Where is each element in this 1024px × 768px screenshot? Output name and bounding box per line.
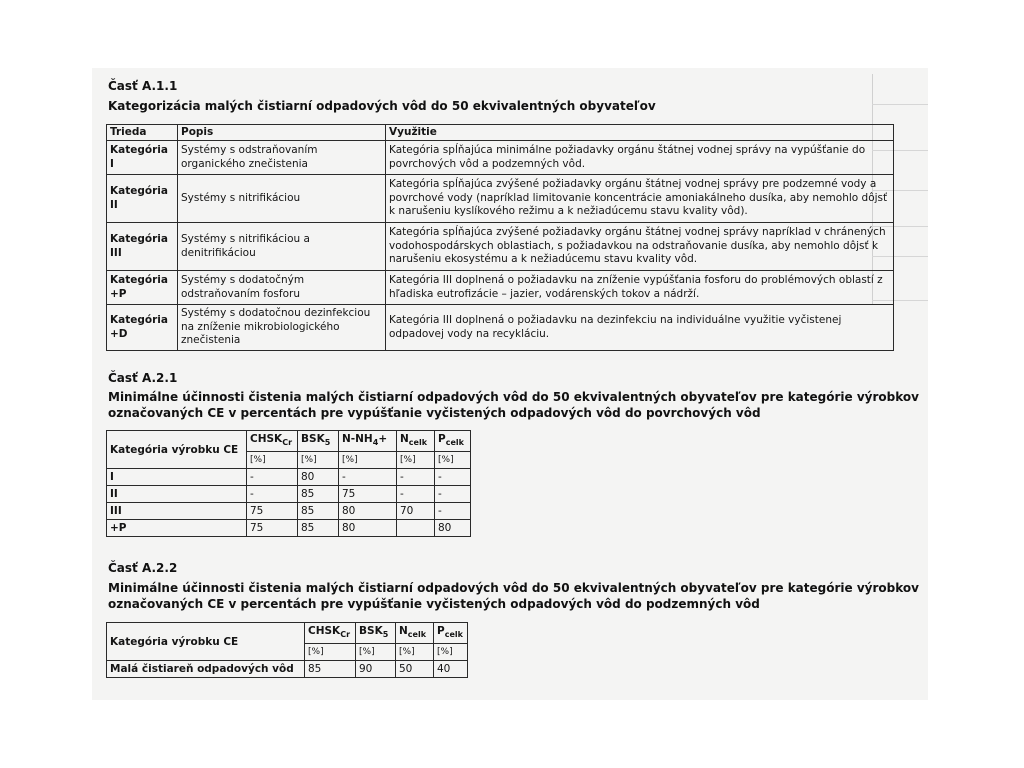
unit-cell: [%] <box>435 452 471 469</box>
class-cell: Kategória +D <box>107 305 178 351</box>
section-a11-heading: Časť A.1.1 <box>108 79 178 93</box>
unit-cell: [%] <box>396 644 434 661</box>
value-cell: 85 <box>298 520 339 537</box>
table-header-row <box>107 431 471 452</box>
value-cell: 80 <box>298 469 339 486</box>
value-cell: 85 <box>298 503 339 520</box>
description-cell: Systémy s dodatočným odstraňovaním fosforu <box>178 271 386 305</box>
table-row <box>107 305 894 351</box>
value-cell <box>397 520 435 537</box>
category-cell: III <box>107 503 247 520</box>
column-header-ncelk: $N_{celk}$ <box>396 623 434 644</box>
value-cell: - <box>397 469 435 486</box>
column-header-chsk: $CHSK_{Cr}$ <box>305 623 356 644</box>
value-cell: 40 <box>434 661 468 678</box>
table-header-row <box>107 125 894 141</box>
class-cell: Kategória II <box>107 175 178 223</box>
section-a22-subheading-line2: označovaných CE v percentách pre vypúšťanie vyčistených odpadových vôd do podzemných vôd <box>108 597 760 611</box>
unit-cell: [%] <box>434 644 468 661</box>
column-header-pcelk: $P_{celk}$ <box>435 431 471 452</box>
column-header-nnh4: $N-NH_4+$ <box>339 431 397 452</box>
section-a11-subheading: Kategorizácia malých čistiarní odpadových vôd do 50 ekvivalentných obyvateľov <box>108 99 656 113</box>
table-row <box>107 661 468 678</box>
value-cell: 80 <box>339 503 397 520</box>
usage-cell: Kategória spĺňajúca minimálne požiadavky orgánu štátnej vodnej správy na vypúšťanie do povrchových vôd a podzemných vôd. <box>386 141 894 175</box>
value-cell: - <box>397 486 435 503</box>
value-cell: - <box>435 469 471 486</box>
categorization-table <box>106 124 894 351</box>
column-header: Trieda <box>107 125 178 141</box>
class-cell: Kategória I <box>107 141 178 175</box>
unit-cell: [%] <box>298 452 339 469</box>
value-cell: - <box>247 486 298 503</box>
class-cell: Kategória +P <box>107 271 178 305</box>
value-cell: - <box>339 469 397 486</box>
value-cell: 75 <box>339 486 397 503</box>
table-row <box>107 175 894 223</box>
value-cell: 70 <box>397 503 435 520</box>
value-cell: 80 <box>339 520 397 537</box>
column-header-category: Kategória výrobku CE <box>107 431 247 469</box>
table-row <box>107 486 471 503</box>
column-header: Popis <box>178 125 386 141</box>
column-header-ncelk: $N_{celk}$ <box>397 431 435 452</box>
value-cell: - <box>247 469 298 486</box>
value-cell: 90 <box>356 661 396 678</box>
usage-cell: Kategória spĺňajúca zvýšené požiadavky orgánu štátnej vodnej správy pre podzemné vody a povrchové vody (napríklad limitovanie koncentrácie amoniakálneho dusíka, aby nemohlo dôjsť k narušeniu kyslíkového režimu a k nežiadúcemu stavu kvality vôd). <box>386 175 894 223</box>
value-cell: 85 <box>298 486 339 503</box>
table-row <box>107 503 471 520</box>
description-cell: Systémy s nitrifikáciou a denitrifikáciou <box>178 223 386 271</box>
section-a21-subheading-line1: Minimálne účinnosti čistenia malých čistiarní odpadových vôd do 50 ekvivalentných obyvateľov pre kategórie výrobkov <box>108 390 919 404</box>
value-cell: 85 <box>305 661 356 678</box>
category-cell: II <box>107 486 247 503</box>
section-a22-heading: Časť A.2.2 <box>108 561 178 575</box>
category-cell: I <box>107 469 247 486</box>
page-edge-line <box>872 104 928 105</box>
description-cell: Systémy s dodatočnou dezinfekciou na zníženie mikrobiologického znečistenia <box>178 305 386 351</box>
value-cell: - <box>435 486 471 503</box>
table-row <box>107 223 894 271</box>
column-header-bsk: $BSK_5$ <box>298 431 339 452</box>
value-cell: - <box>435 503 471 520</box>
usage-cell: Kategória spĺňajúca zvýšené požiadavky orgánu štátnej vodnej správy napríklad v chránených vodohospodárskych oblastiach, s požiadavkou na odstraňovanie dusíka, aby nemohlo dôjsť k narušeniu ekosystému a k nežiadúcemu stavu kvality vôd. <box>386 223 894 271</box>
value-cell: 50 <box>396 661 434 678</box>
description-cell: Systémy s odstraňovaním organického znečistenia <box>178 141 386 175</box>
unit-cell: [%] <box>339 452 397 469</box>
surface-water-efficiency-table <box>106 430 471 537</box>
unit-cell: [%] <box>397 452 435 469</box>
value-cell: 80 <box>435 520 471 537</box>
section-a21-heading: Časť A.2.1 <box>108 371 178 385</box>
unit-cell: [%] <box>356 644 396 661</box>
table-row <box>107 271 894 305</box>
column-header: Využitie <box>386 125 894 141</box>
description-cell: Systémy s nitrifikáciou <box>178 175 386 223</box>
unit-cell: [%] <box>305 644 356 661</box>
class-cell: Kategória III <box>107 223 178 271</box>
value-cell: 75 <box>247 503 298 520</box>
column-header-bsk: $BSK_5$ <box>356 623 396 644</box>
column-header-pcelk: $P_{celk}$ <box>434 623 468 644</box>
section-a21-subheading-line2: označovaných CE v percentách pre vypúšťanie vyčistených odpadových vôd do povrchových vôd <box>108 406 761 420</box>
table-row <box>107 520 471 537</box>
category-cell: Malá čistiareň odpadových vôd <box>107 661 305 678</box>
table-row <box>107 141 894 175</box>
table-row <box>107 469 471 486</box>
category-cell: +P <box>107 520 247 537</box>
usage-cell: Kategória III doplnená o požiadavku na dezinfekciu na individuálne využitie vyčistenej odpadovej vody na recykláciu. <box>386 305 894 351</box>
groundwater-efficiency-table <box>106 622 468 678</box>
usage-cell: Kategória III doplnená o požiadavku na zníženie vypúšťania fosforu do problémových oblastí z hľadiska eutrofizácie – jazier, vodárenských tokov a nádrží. <box>386 271 894 305</box>
column-header-category: Kategória výrobku CE <box>107 623 305 661</box>
section-a22-subheading-line1: Minimálne účinnosti čistenia malých čistiarní odpadových vôd do 50 ekvivalentných obyvateľov pre kategórie výrobkov <box>108 581 919 595</box>
table-header-row <box>107 623 468 644</box>
column-header-chsk: $CHSK_{Cr}$ <box>247 431 298 452</box>
value-cell: 75 <box>247 520 298 537</box>
unit-cell: [%] <box>247 452 298 469</box>
